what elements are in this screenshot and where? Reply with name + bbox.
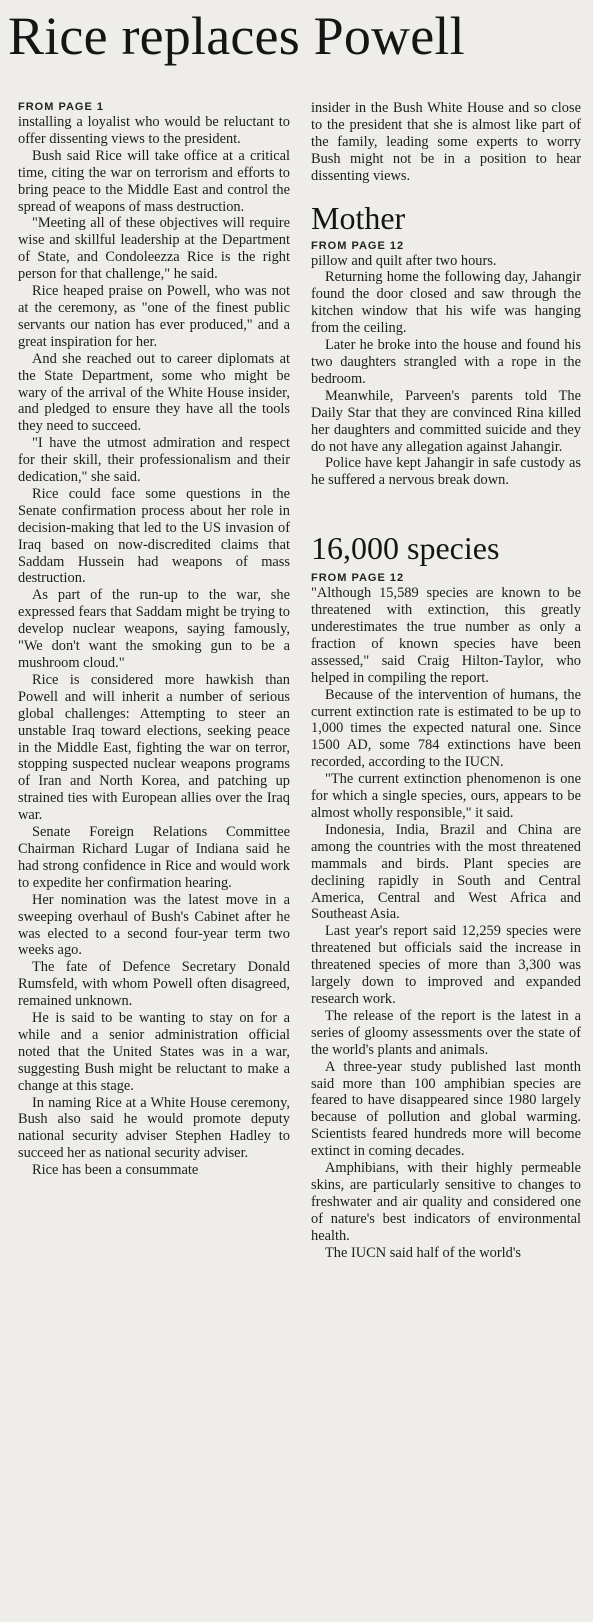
paragraph: Rice has been a consummate: [32, 1162, 199, 1179]
paragraph: Rice could face some questions in the Senate confirmation process about her role in decision-making that led to the US invasion of Iraq based on now-discredited claims that Saddam Hussein had weapons of mass destruction.: [18, 485, 290, 587]
paragraph: The fate of Defence Secretary Donald Rumsfeld, with whom Powell often disagreed, remained unknown.: [18, 959, 290, 1010]
paragraph: The IUCN said half of the world's: [325, 1244, 522, 1261]
paragraph: Senate Foreign Relations Committee Chairman Richard Lugar of Indiana said he had strong confidence in Rice and would work to expedite her confirmation hearing.: [18, 824, 290, 891]
paragraph: installing a loyalist who would be reluctant to offer dissenting views to the president.: [18, 114, 290, 147]
paragraph: "Meeting all of these objectives will require wise and skillful leadership at the Department of State, and Condoleezza Rice is the right person for that challenge," he said.: [18, 215, 290, 283]
rice-article-continuation: [311, 100, 581, 185]
paragraph: And she reached out to career diplomats at the State Department, some who might be wary of the arrival of the White House insider, and pledged to ensure they have all the tools they need to succeed.: [18, 350, 290, 435]
paragraph: "The current extinction phenomenon is one for which a single species, ours, appears to be almost wholly responsible," it said.: [311, 771, 581, 821]
paragraph: As part of the run-up to the war, she expressed fears that Saddam might be trying to develop nuclear weapons, saying famously, "We don't want the smoking gun to be a mushroom cloud.": [18, 587, 290, 671]
left-column: [18, 100, 290, 1179]
paragraph: Rice heaped praise on Powell, who was not at the ceremony, as "one of the finest public servants our nation has ever produced," and a great inspiration for her.: [18, 283, 290, 350]
mother-headline: Mother: [311, 199, 406, 236]
paragraph: "Although 15,589 species are known to be threatened with extinction, this greatly underestimates the true number as only a fraction of known species have been assessed," said Craig Hilton-Taylor, who helped in compiling the report.: [311, 585, 581, 686]
paragraph: Indonesia, India, Brazil and China are among the countries with the most threatened mammals and birds. Plant species are declining rapidly in South and Central America, Central and West Africa and Southeast Asia.: [311, 821, 581, 923]
paragraph: Amphibians, with their highly permeable skins, are particularly sensitive to changes to freshwater and air quality and considered one of nature's best indicators of environmental health.: [311, 1160, 581, 1244]
paragraph: Her nomination was the latest move in a sweeping overhaul of Bush's Cabinet after he was elected to a second four-year term two weeks ago.: [18, 891, 290, 959]
headline: Rice replaces Powell: [8, 6, 465, 66]
paragraph: Meanwhile, Parveen's parents told The Daily Star that they are convinced Rina killed her daughters and committed suicide and they do not have any allegation against Jahangir.: [311, 387, 581, 455]
species-article-body: [311, 585, 581, 1261]
paragraph: Later he broke into the house and found his two daughters strangled with a rope in the bedroom.: [311, 337, 581, 387]
paragraph: pillow and quilt after two hours.: [311, 252, 497, 269]
paragraph: Rice is considered more hawkish than Powell and will inherit a number of serious global challenges: Attempting to steer an unstable Iraq toward elections, seeking peace in the Middle East, fighting the war on terror, stopping suspected nuclear weapons programs of Iran and North Korea, and patching up strained ties with European allies over the Iraq war.: [18, 671, 290, 824]
jump-label-mother: FROM PAGE 12: [311, 239, 405, 252]
species-headline: 16,000 species: [311, 530, 500, 567]
paragraph: insider in the Bush White House and so close to the president that she is almost like part of the family, leading some experts to worry Bush might not be in a position to hear dissenting views.: [311, 100, 581, 184]
paragraph: Because of the intervention of humans, the current extinction rate is estimated to be up to 1,000 times the expected natural one. Since 1500 AD, some 784 extinctions have been recorded, according to the IUCN.: [311, 686, 581, 771]
rice-article-body: [18, 114, 290, 1179]
paragraph: "I have the utmost admiration and respect for their skill, their professionalism and their dedication," she said.: [18, 435, 290, 486]
jump-label-species: FROM PAGE 12: [311, 572, 405, 585]
right-column: [311, 100, 581, 1261]
mother-article-body: [311, 253, 581, 490]
paragraph: A three-year study published last month said more than 100 amphibian species are feared to have disappeared since 1980 largely because of pollution and global warming. Scientists feared hundreds more will become extinct in coming decades.: [311, 1058, 581, 1160]
paragraph: He is said to be wanting to stay on for a while and a senior administration official noted that the United States was in a war, suggesting Bush might be reluctant to make a change at this stage.: [18, 1010, 290, 1094]
paragraph: Last year's report said 12,259 species were threatened but officials said the increase in threatened species of more than 3,300 was largely down to improved and expanded research work.: [311, 923, 581, 1007]
paragraph: Police have kept Jahangir in safe custody as he suffered a nervous break down.: [311, 455, 581, 489]
jump-label-rice: FROM PAGE 1: [18, 101, 104, 113]
paragraph: Returning home the following day, Jahangir found the door closed and saw through the kitchen window that his wife was hanging from the ceiling.: [311, 269, 581, 337]
paragraph: The release of the report is the latest in a series of gloomy assessments over the state of the world's plants and animals.: [311, 1007, 581, 1058]
paragraph: Bush said Rice will take office at a critical time, citing the war on terrorism and efforts to bring peace to the Middle East and control the spread of weapons of mass destruction.: [18, 147, 290, 215]
paragraph: In naming Rice at a White House ceremony, Bush also said he would promote deputy national security adviser Stephen Hadley to succeed her as national security adviser.: [18, 1094, 290, 1162]
